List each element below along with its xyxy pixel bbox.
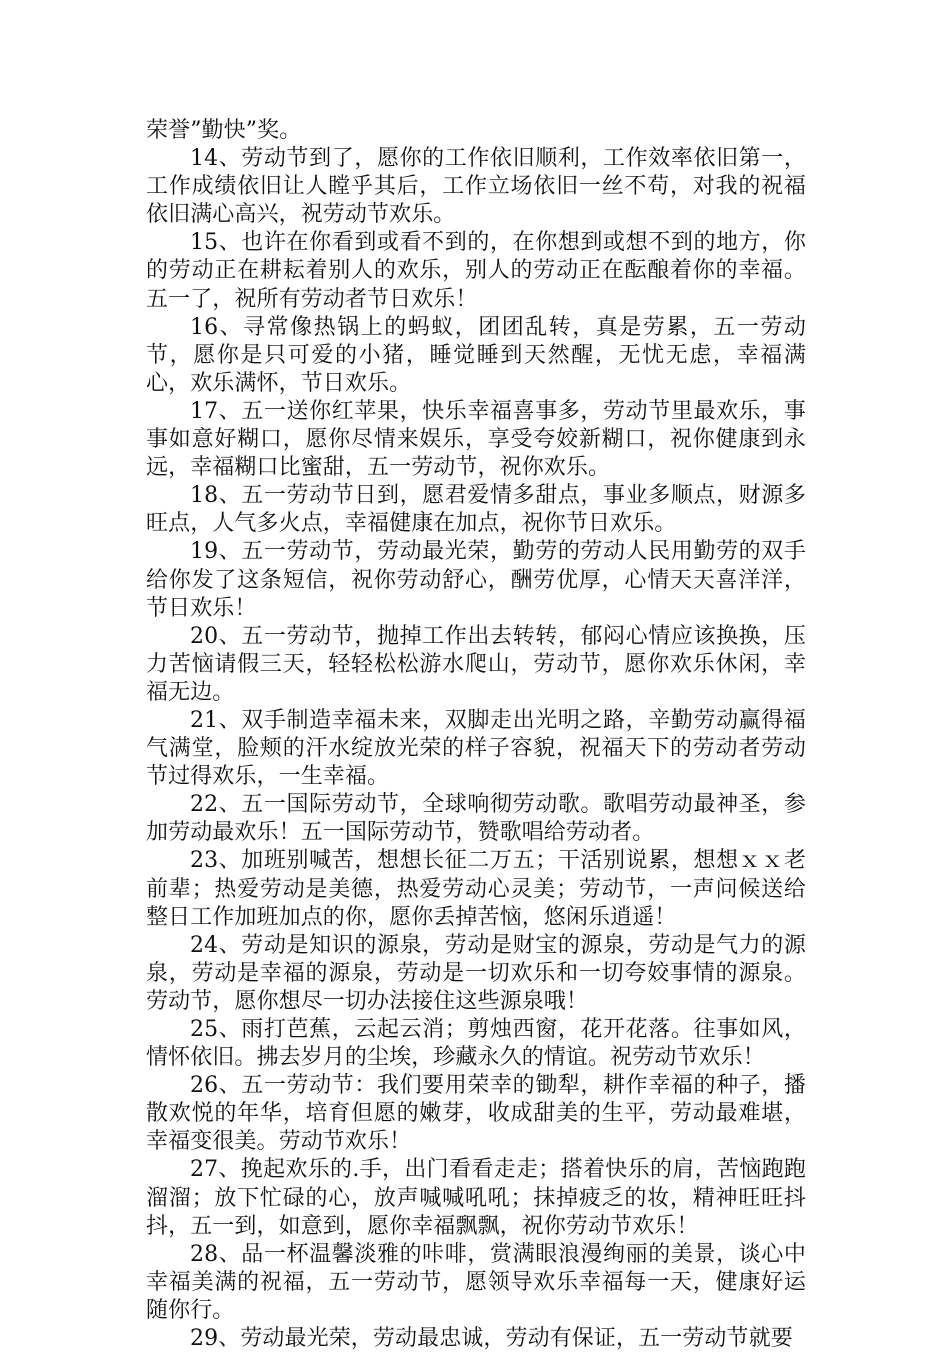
paragraph-16: 16、寻常像热锅上的蚂蚁，团团乱转，真是劳累，五一劳动节，愿你是只可爱的小猪，睡觉睡到天然醒，无忧无虑，幸福满心，欢乐满怀，节日欢乐。 <box>146 314 806 396</box>
paragraph-19: 19、五一劳动节，劳动最光荣，勤劳的劳动人民用勤劳的双手给你发了这条短信，祝你劳动舒心，酬劳优厚，心情天天喜洋洋，节日欢乐！ <box>146 539 806 621</box>
paragraph-22: 22、五一国际劳动节，全球响彻劳动歌。歌唱劳动最神圣，参加劳动最欢乐！五一国际劳动节，赞歌唱给劳动者。 <box>146 792 806 846</box>
paragraph-continuation: 荣誉”勤快”奖。 <box>146 118 302 143</box>
paragraph-27: 27、挽起欢乐的.手，出门看看走走；搭着快乐的肩，苦恼跑跑溜溜；放下忙碌的心，放声喊喊吼吼；抹掉疲乏的妆，精神旺旺抖抖，五一到，如意到，愿你幸福飘飘，祝你劳动节欢乐！ <box>146 1157 806 1239</box>
paragraph-25: 25、雨打芭蕉，云起云消；剪烛西窗，花开花落。往事如风，情怀依旧。拂去岁月的尘埃，珍藏永久的情谊。祝劳动节欢乐！ <box>146 1017 806 1071</box>
paragraph-21: 21、双手制造幸福未来，双脚走出光明之路，辛勤劳动赢得福气满堂，脸颊的汗水绽放光荣的样子容貌，祝福天下的劳动者劳动节过得欢乐，一生幸福。 <box>146 707 806 790</box>
paragraph-20: 20、五一劳动节，抛掉工作出去转转，郁闷心情应该换换，压力苦恼请假三天，轻轻松松游水爬山，劳动节，愿你欢乐休闲，幸福无边。 <box>146 623 806 705</box>
paragraph-28: 28、品一杯温馨淡雅的咔啡，赏满眼浪漫绚丽的美景，谈心中幸福美满的祝福，五一劳动节，愿领导欢乐幸福每一天，健康好运随你行。 <box>146 1241 806 1323</box>
paragraph-29: 29、劳动最光荣，劳动最忠诚，劳动有保证，五一劳动节就要 <box>190 1326 793 1352</box>
paragraph-15: 15、也许在你看到或看不到的，在你想到或想不到的地方，你的劳动正在耕耘着别人的欢乐，别人的劳动正在酝酿着你的幸福。五一了，祝所有劳动者节日欢乐！ <box>146 230 806 312</box>
paragraph-23: 23、加班别喊苦，想想长征二万五；干活别说累，想想ｘｘ老前辈；热爱劳动是美德，热爱劳动心灵美；劳动节，一声问候送给整日工作加班加点的你，愿你丢掉苦恼，悠闲乐逍遥！ <box>146 848 806 930</box>
paragraph-14: 14、劳动节到了，愿你的工作依旧顺利，工作效率依旧第一，工作成绩依旧让人瞠乎其后，工作立场依旧一丝不苟，对我的祝福依旧满心高兴，祝劳动节欢乐。 <box>146 146 806 228</box>
paragraph-26: 26、五一劳动节：我们要用荣幸的锄犁，耕作幸福的种子，播散欢悦的年华，培育但愿的嫩芽，收成甜美的生平，劳动最难堪，幸福变很美。劳动节欢乐！ <box>146 1073 806 1155</box>
paragraph-24: 24、劳动是知识的源泉，劳动是财宝的源泉，劳动是气力的源泉，劳动是幸福的源泉，劳动是一切欢乐和一切夸姣事情的源泉。劳动节，愿你想尽一切办法接住这些源泉哦！ <box>146 932 806 1014</box>
paragraph-17: 17、五一送你红苹果，快乐幸福喜事多，劳动节里最欢乐，事事如意好糊口，愿你尽情来娱乐，享受夸姣新糊口，祝你健康到永远，幸福糊口比蜜甜，五一劳动节，祝你欢乐。 <box>146 398 806 481</box>
paragraph-18: 18、五一劳动节日到，愿君爱情多甜点，事业多顺点，财源多旺点，人气多火点，幸福健康在加点，祝你节日欢乐。 <box>146 483 806 537</box>
document-body <box>146 117 806 1353</box>
